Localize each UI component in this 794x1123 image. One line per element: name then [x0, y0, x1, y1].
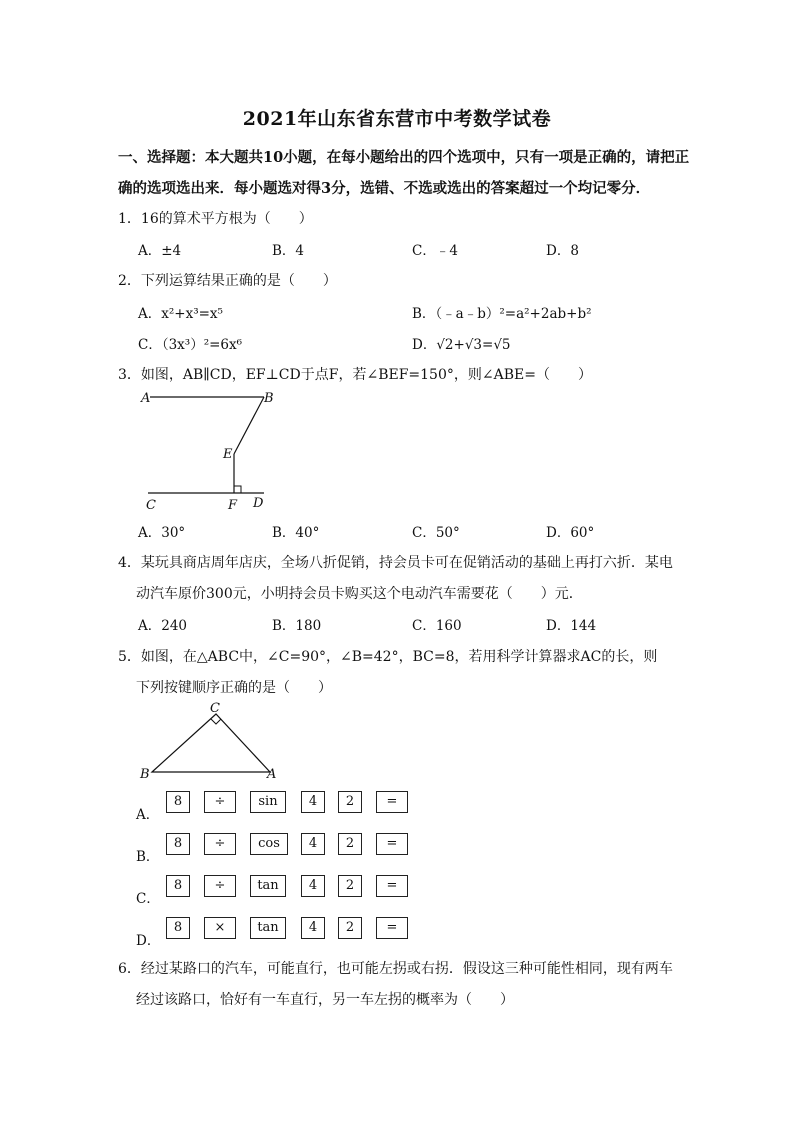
label-a: A: [267, 767, 277, 782]
key-b-3: cos: [250, 833, 288, 855]
key-a-2: ÷: [204, 791, 236, 813]
right-angle-mark: [211, 719, 221, 724]
key-d-6: =: [376, 917, 408, 939]
key-b-1: 8: [166, 833, 190, 855]
label-d: D: [253, 496, 264, 511]
key-b-5: 2: [338, 833, 362, 855]
key-c-1: 8: [166, 875, 190, 897]
q2-stem: 2．下列运算结果正确的是（ ）: [118, 273, 337, 289]
key-c-4: 4: [301, 875, 325, 897]
q6-stem-line2: 经过该路口，恰好有一车直行，另一车左拐的概率为（ ）: [136, 992, 514, 1008]
label-c: C: [210, 701, 220, 716]
triangle-abc: [152, 714, 270, 772]
q3-option-b: B．40°: [272, 525, 320, 541]
q4-option-d: D．144: [546, 618, 597, 634]
segment-be: [234, 397, 264, 454]
key-a-3: sin: [250, 791, 286, 813]
q3-stem: 3．如图，AB∥CD，EF⊥CD于点F，若∠BEF=150°，则∠ABE=（ ）: [118, 367, 592, 383]
q4-stem-line1: 4．某玩具商店周年店庆，全场八折促销，持会员卡可在促销活动的基础上再打六折．某电: [118, 555, 673, 571]
section-instructions-line1: 一、选择题：本大题共10小题，在每小题给出的四个选项中，只有一项是正确的，请把正: [118, 149, 690, 166]
q4-stem-line2: 动汽车原价300元，小明持会员卡购买这个电动汽车需要花（ ）元．: [136, 586, 583, 602]
q6-stem-line1: 6．经过某路口的汽车，可能直行，也可能左拐或右拐．假设这三种可能性相同，现有两车: [118, 961, 673, 977]
q5-option-b-label: B．: [136, 849, 160, 865]
q5-stem-line2: 下列按键顺序正确的是（ ）: [136, 680, 332, 696]
q5-option-c-label: C．: [136, 891, 160, 907]
right-angle-mark: [234, 486, 241, 493]
label-b: B: [140, 767, 150, 782]
q1-option-d: D．8: [546, 243, 579, 259]
label-a: A: [141, 391, 151, 406]
q1-stem: 1．16的算术平方根为（ ）: [118, 211, 313, 227]
key-d-2: ×: [204, 917, 236, 939]
q2-option-d: D．√2+√3=√5: [412, 337, 511, 353]
key-c-5: 2: [338, 875, 362, 897]
key-d-5: 2: [338, 917, 362, 939]
key-a-5: 2: [338, 791, 362, 813]
q2-option-a: A．x²+x³=x⁵: [138, 306, 223, 322]
q1-option-c: C．﹣4: [412, 243, 458, 259]
key-b-6: =: [376, 833, 408, 855]
label-e: E: [223, 447, 233, 462]
q1-option-b: B．4: [272, 243, 305, 259]
label-c: C: [146, 498, 156, 513]
key-a-6: =: [376, 791, 408, 813]
key-c-2: ÷: [204, 875, 236, 897]
q4-option-b: B．180: [272, 618, 322, 634]
q4-option-c: C．160: [412, 618, 462, 634]
key-b-4: 4: [301, 833, 325, 855]
label-f: F: [228, 498, 238, 513]
q5-figure: [136, 698, 286, 784]
q2-option-c: C．（3x³）²=6x⁶: [138, 337, 243, 353]
key-a-1: 8: [166, 791, 190, 813]
key-c-3: tan: [250, 875, 286, 897]
label-b: B: [264, 391, 274, 406]
key-b-2: ÷: [204, 833, 236, 855]
q1-option-a: A．±4: [138, 243, 182, 259]
exam-title: 2021年山东省东营市中考数学试卷: [242, 108, 552, 130]
q3-option-d: D．60°: [546, 525, 595, 541]
q3-figure: [136, 386, 276, 514]
section-instructions-line2: 确的选项选出来．每小题选对得3分，选错、不选或选出的答案超过一个均记零分．: [118, 180, 651, 197]
q4-option-a: A．240: [138, 618, 188, 634]
key-a-4: 4: [301, 791, 325, 813]
q5-option-d-label: D．: [136, 933, 161, 949]
q2-option-b: B．（﹣a﹣b）²=a²+2ab+b²: [412, 306, 592, 322]
q5-stem-line1: 5．如图，在△ABC中，∠C=90°，∠B=42°，BC=8，若用科学计算器求AC的长，则: [118, 649, 658, 665]
key-d-3: tan: [250, 917, 286, 939]
q3-option-c: C．50°: [412, 525, 460, 541]
key-c-6: =: [376, 875, 408, 897]
key-d-1: 8: [166, 917, 190, 939]
q3-option-a: A．30°: [138, 525, 186, 541]
q5-option-a-label: A．: [136, 807, 160, 823]
key-d-4: 4: [301, 917, 325, 939]
